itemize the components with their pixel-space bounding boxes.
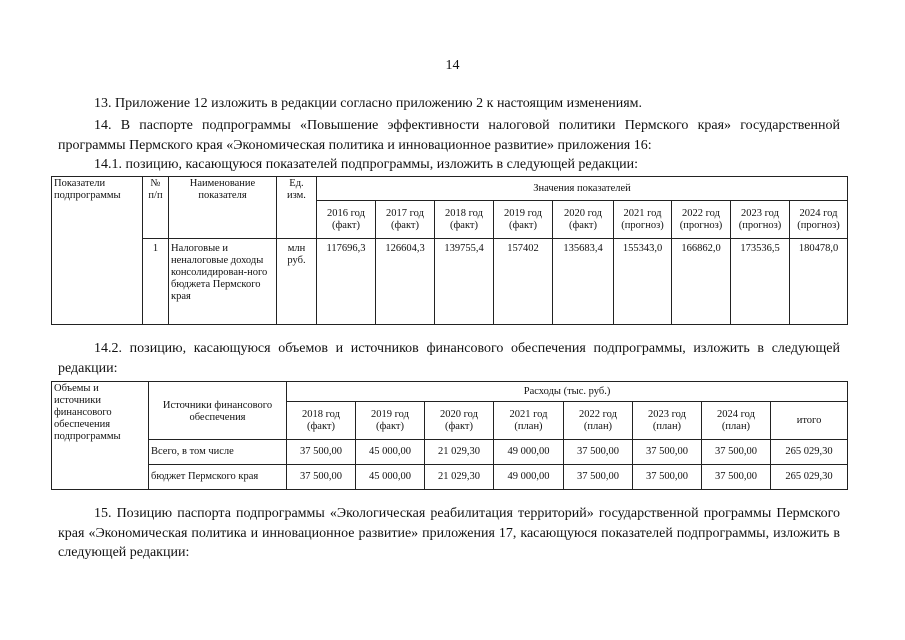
paragraph-14-1: 14.1. позицию, касающуюся показателей подпрограммы, изложить в следующей редакции: (94, 157, 638, 172)
year-header: 2022 год (план) (564, 402, 633, 440)
finance-column-header: Объемы и источники финансового обеспечения подпрограммы (52, 382, 149, 490)
finance-value: 45 000,00 (356, 465, 425, 490)
year-header: 2018 год (факт) (435, 201, 494, 239)
indicator-value: 135683,4 (553, 239, 614, 325)
year-header: 2023 год (план) (633, 402, 702, 440)
expenses-header: Расходы (тыс. руб.) (287, 382, 848, 402)
paragraph-13: 13. Приложение 12 изложить в редакции согласно приложению 2 к настоящим изменениям. (94, 96, 642, 111)
year-header: 2019 год (факт) (356, 402, 425, 440)
page-number: 14 (445, 58, 460, 73)
finance-value: 37 500,00 (633, 465, 702, 490)
indicators-column-header: Показатели подпрограммы (52, 177, 143, 325)
indicator-value: 173536,5 (731, 239, 790, 325)
year-header: 2020 год (факт) (553, 201, 614, 239)
number-header: № п/п (143, 177, 169, 239)
finance-table (51, 381, 848, 490)
indicator-value: 139755,4 (435, 239, 494, 325)
finance-value: 37 500,00 (564, 440, 633, 465)
source-label: бюджет Пермского края (149, 465, 287, 490)
year-header: 2024 год (план) (702, 402, 771, 440)
finance-value: 21 029,30 (425, 465, 494, 490)
indicators-table (51, 176, 848, 325)
source-label: Всего, в том числе (149, 440, 287, 465)
finance-value: 21 029,30 (425, 440, 494, 465)
year-header: 2024 год (прогноз) (790, 201, 848, 239)
indicator-value: 157402 (494, 239, 553, 325)
indicator-value: 117696,3 (317, 239, 376, 325)
finance-value: 37 500,00 (287, 465, 356, 490)
year-header: 2021 год (план) (494, 402, 564, 440)
paragraph-15: 15. Позицию паспорта подпрограммы «Экологическая реабилитация территорий» государственной программы Пермского края «Экономическая политика и инновационное развитие» приложения 17, касающуюся показателей подпрограммы, изложить в следующей редакции: (58, 506, 840, 560)
year-header: 2022 год (прогноз) (672, 201, 731, 239)
finance-value: 49 000,00 (494, 465, 564, 490)
finance-value: 265 029,30 (771, 465, 848, 490)
finance-value: 45 000,00 (356, 440, 425, 465)
year-header: 2019 год (факт) (494, 201, 553, 239)
indicator-unit: млн руб. (277, 239, 317, 325)
finance-value: 49 000,00 (494, 440, 564, 465)
sources-header: Источники финансового обеспечения (149, 382, 287, 440)
indicator-name: Налоговые и неналоговые доходы консолидирован-ного бюджета Пермского края (169, 239, 277, 325)
year-header: 2020 год (факт) (425, 402, 494, 440)
unit-header: Ед. изм. (277, 177, 317, 239)
year-header: 2023 год (прогноз) (731, 201, 790, 239)
row-number: 1 (143, 239, 169, 325)
finance-value: 265 029,30 (771, 440, 848, 465)
indicator-value: 155343,0 (614, 239, 672, 325)
indicator-value: 126604,3 (376, 239, 435, 325)
finance-value: 37 500,00 (702, 465, 771, 490)
year-header: 2017 год (факт) (376, 201, 435, 239)
finance-value: 37 500,00 (633, 440, 702, 465)
indicator-value: 180478,0 (790, 239, 848, 325)
finance-value: 37 500,00 (287, 440, 356, 465)
indicator-value: 166862,0 (672, 239, 731, 325)
paragraph-14: 14. В паспорте подпрограммы «Повышение эффективности налоговой политики Пермского края» государственной программы Пермского края «Экономическая политика и инновационное развитие» приложения 16: (58, 118, 840, 153)
paragraph-14-2: 14.2. позицию, касающуюся объемов и источников финансового обеспечения подпрограммы, изложить в следующей редакции: (58, 341, 840, 376)
year-header: 2021 год (прогноз) (614, 201, 672, 239)
indicator-name-header: Наименование показателя (169, 177, 277, 239)
year-header: 2018 год (факт) (287, 402, 356, 440)
finance-value: 37 500,00 (564, 465, 633, 490)
values-header: Значения показателей (317, 177, 848, 201)
finance-value: 37 500,00 (702, 440, 771, 465)
total-header: итого (771, 402, 848, 440)
year-header: 2016 год (факт) (317, 201, 376, 239)
